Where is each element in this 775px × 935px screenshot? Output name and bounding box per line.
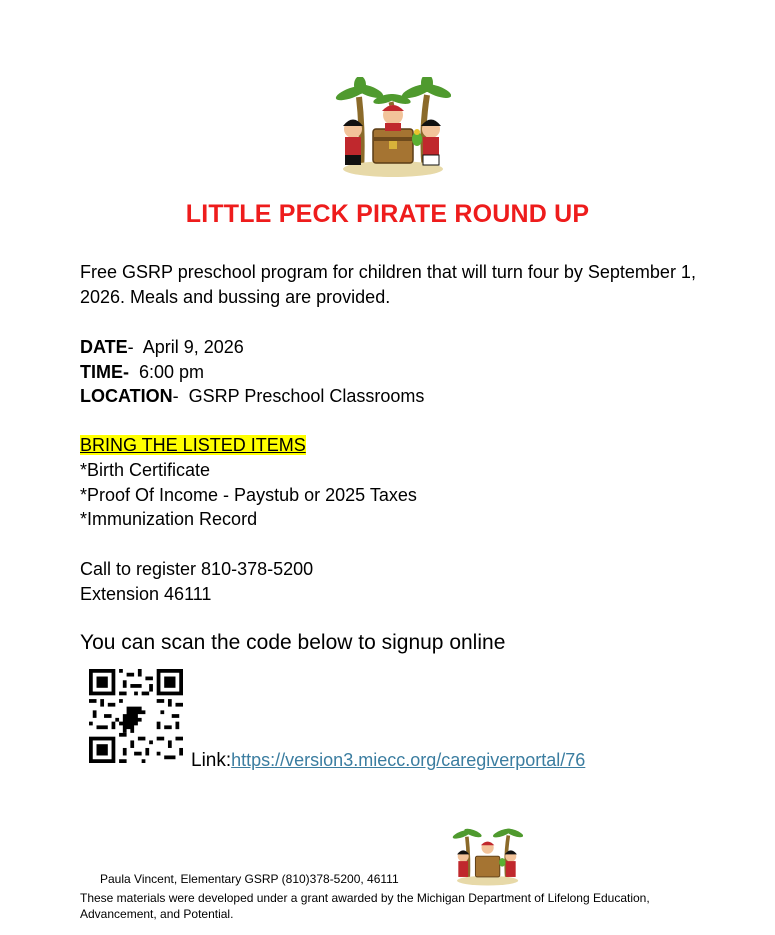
footer-grant-note: These materials were developed under a grant awarded by the Michigan Department of Lifelong Education, Advancement, and Potential.: [80, 891, 650, 921]
date-value: April 9, 2026: [142, 337, 244, 357]
event-details: [80, 335, 424, 409]
time-label: TIME: [80, 361, 123, 382]
pirate-clipart-footer: [451, 824, 523, 886]
signup-link-row: [191, 750, 585, 772]
list-item: *Immunization Record: [80, 509, 258, 529]
register-extension: Extension 46111: [80, 583, 212, 604]
location-line: LOCATION- GSRP Preschool Classrooms: [80, 386, 425, 406]
flyer-title: LITTLE PECK PIRATE ROUND UP: [185, 200, 590, 228]
scan-instruction: You can scan the code below to signup online: [80, 631, 506, 654]
link-label: Link:: [191, 750, 232, 771]
pirate-clipart-top: [333, 77, 451, 177]
bring-heading-text: BRING THE LISTED ITEMS: [80, 435, 306, 455]
qr-code[interactable]: [89, 669, 183, 763]
bring-items-list: [80, 458, 417, 532]
register-info: [80, 557, 313, 606]
date-label: DATE: [80, 337, 128, 357]
date-line: DATE- April 9, 2026: [80, 337, 244, 357]
register-phone: Call to register 810-378-5200: [80, 559, 314, 579]
intro-paragraph: Free GSRP preschool program for children that will turn four by September 1, 2026. Meals and bussing are provided.: [80, 262, 696, 307]
list-item: *Proof Of Income - Paystub or 2025 Taxes: [80, 484, 417, 505]
location-label: LOCATION: [80, 386, 173, 406]
time-line: TIME- 6:00 pm: [80, 361, 205, 382]
location-value: GSRP Preschool Classrooms: [188, 386, 425, 406]
time-value: 6:00 pm: [139, 361, 205, 382]
bring-heading: [80, 433, 306, 458]
signup-link[interactable]: https://version3.miecc.org/caregiverportal/76: [231, 750, 586, 770]
footer-signature: Paula Vincent, Elementary GSRP (810)378-5200, 46111: [100, 872, 399, 886]
list-item: *Birth Certificate: [80, 460, 211, 480]
